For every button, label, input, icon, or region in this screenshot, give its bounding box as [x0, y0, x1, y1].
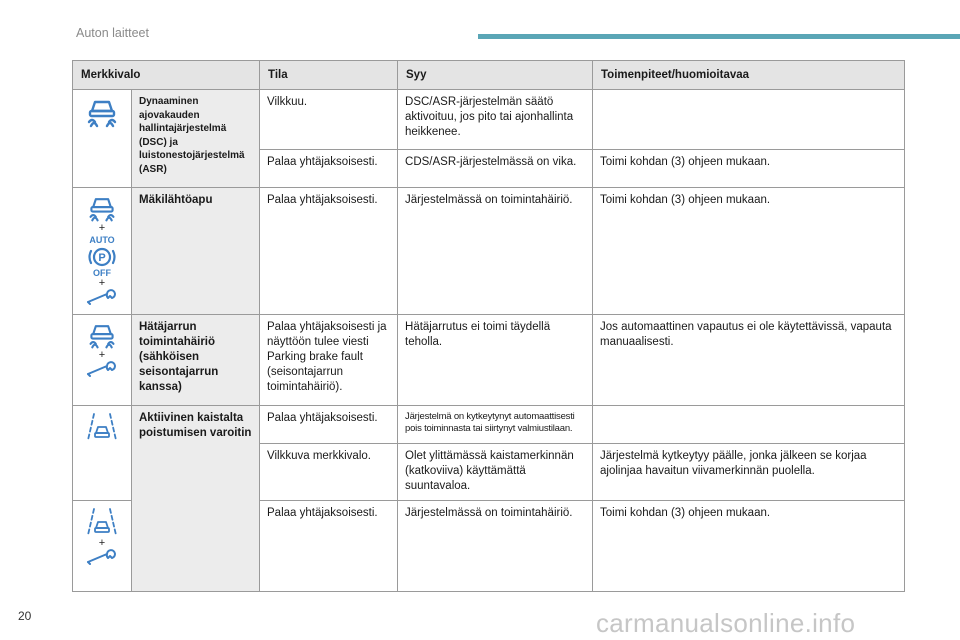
table-row: [73, 188, 905, 315]
wrench-icon: [85, 549, 119, 565]
icon-cell: [73, 90, 132, 188]
icon-cell: [73, 315, 132, 406]
warning-lights-table: [72, 60, 905, 592]
syy-cell: Järjestelmässä on toimintahäiriö.: [398, 501, 593, 592]
icon-cell: [73, 188, 132, 315]
syy-cell: Järjestelmässä on toimintahäiriö.: [398, 188, 593, 315]
hill-start-name: Mäkilähtöapu: [132, 188, 260, 315]
table-row: [73, 406, 905, 444]
p-label: P: [98, 252, 106, 264]
plus-sign: +: [98, 277, 106, 289]
auto-label: AUTO: [89, 235, 115, 245]
lane-departure-icon: [85, 411, 119, 443]
header-merkkivalo: Merkkivalo: [73, 61, 260, 90]
icon-cell: [73, 406, 132, 501]
lane-departure-icon: [85, 506, 119, 538]
toimenpiteet-cell: [593, 406, 905, 444]
toimenpiteet-cell: Toimi kohdan (3) ohjeen mukaan.: [593, 501, 905, 592]
tila-cell: Palaa yhtäjaksoisesti.: [260, 406, 398, 444]
syy-cell: Järjestelmä on kytkeytynyt automaattisesti pois toiminnasta tai siirtynyt valmiustilaan.: [398, 406, 593, 444]
header-toimenpiteet: Toimenpiteet/huomioitavaa: [593, 61, 905, 90]
header-tila: Tila: [260, 61, 398, 90]
tila-cell: Palaa yhtäjaksoisesti.: [260, 150, 398, 188]
plus-sign: +: [98, 222, 106, 234]
table-header-row: [73, 61, 905, 90]
off-label: OFF: [93, 268, 111, 278]
stability-control-icon: [86, 193, 118, 223]
toimenpiteet-cell: Jos automaattinen vapautus ei ole käytettävissä, vapauta manuaalisesti.: [593, 315, 905, 406]
stability-control-icon: [86, 320, 118, 350]
wrench-icon: [85, 361, 119, 377]
header-syy: Syy: [398, 61, 593, 90]
icon-cell: [73, 501, 132, 592]
plus-sign: +: [98, 537, 106, 549]
stability-control-icon: [85, 95, 119, 129]
section-accent-bar: [478, 34, 960, 39]
emergency-brake-name: Hätäjarrun toimintahäiriö (sähköisen seisontajarrun kanssa): [132, 315, 260, 406]
tila-cell: Palaa yhtäjaksoisesti.: [260, 501, 398, 592]
wrench-icon: [85, 289, 119, 305]
toimenpiteet-cell: Järjestelmä kytkeytyy päälle, jonka jälkeen se korjaa ajolinjaa havaitun viivamerkinnän puolella.: [593, 444, 905, 501]
toimenpiteet-cell: [593, 90, 905, 150]
parking-brake-auto-off-icon: [84, 234, 120, 278]
lane-departure-name: Aktiivinen kaistalta poistumisen varoitin: [132, 406, 260, 592]
page-number: 20: [18, 609, 32, 623]
table-row: [73, 90, 905, 150]
toimenpiteet-cell: Toimi kohdan (3) ohjeen mukaan.: [593, 188, 905, 315]
syy-cell: Olet ylittämässä kaistamerkinnän (katkoviiva) käyttämättä suuntavaloa.: [398, 444, 593, 501]
plus-sign: +: [98, 349, 106, 361]
tila-cell: Vilkkuva merkkivalo.: [260, 444, 398, 501]
tila-cell: Palaa yhtäjaksoisesti ja näyttöön tulee viesti Parking brake fault (seisontajarrun toimintahäiriö).: [260, 315, 398, 406]
syy-cell: Hätäjarrutus ei toimi täydellä teholla.: [398, 315, 593, 406]
section-title: Auton laitteet: [76, 26, 149, 40]
watermark: carmanualsonline.info: [596, 608, 856, 638]
syy-cell: DSC/ASR-järjestelmän säätö aktivoituu, jos pito tai ajonhallinta heikkenee.: [398, 90, 593, 150]
tila-cell: Vilkkuu.: [260, 90, 398, 150]
tila-cell: Palaa yhtäjaksoisesti.: [260, 188, 398, 315]
toimenpiteet-cell: Toimi kohdan (3) ohjeen mukaan.: [593, 150, 905, 188]
syy-cell: CDS/ASR-järjestelmässä on vika.: [398, 150, 593, 188]
table-row: [73, 315, 905, 406]
dsc-asr-name: Dynaaminen ajovakauden hallintajärjestelmä (DSC) ja luistonestojärjestelmä (ASR): [132, 90, 260, 188]
